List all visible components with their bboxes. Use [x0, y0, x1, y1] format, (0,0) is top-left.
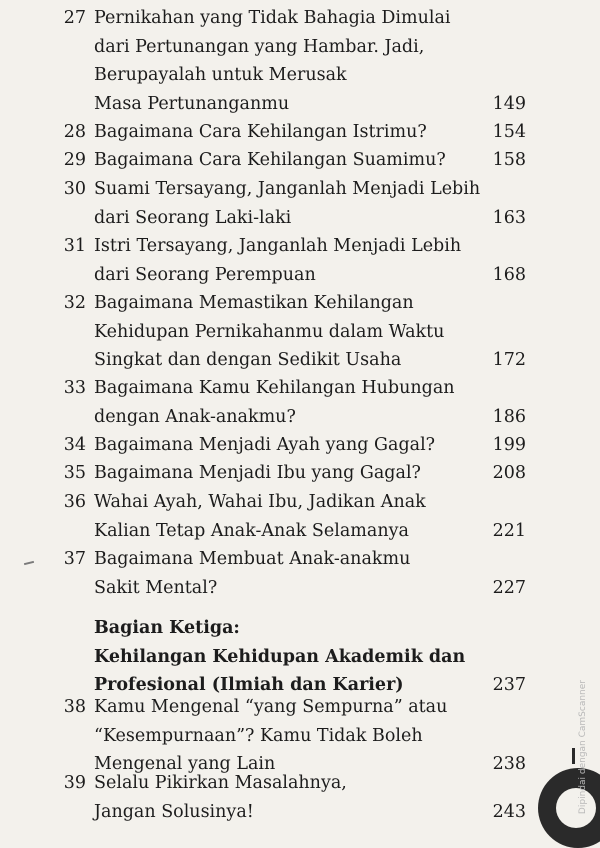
entry-title-line: Kamu Mengenal “yang Sempurna” atau	[94, 697, 448, 717]
entry-page-number: 186	[492, 406, 526, 427]
scan-smudge	[24, 561, 34, 565]
section-heading: Bagian Ketiga:	[94, 618, 240, 638]
entry-page-number: 163	[492, 207, 526, 228]
entry-title-line: Bagaimana Cara Kehilangan Suamimu?	[94, 150, 446, 170]
entry-number: 27	[63, 8, 86, 28]
entry-title-line: Berupayalah untuk Merusak	[94, 65, 347, 85]
section-page-number: 237	[492, 675, 526, 695]
entry-title-line: Bagaimana Kamu Kehilangan Hubungan	[94, 378, 455, 398]
entry-title-line: Bagaimana Menjadi Ayah yang Gagal?	[94, 435, 436, 455]
section-title-line: Profesional (Ilmiah dan Karier)	[94, 675, 404, 695]
camscanner-watermark: Dipindai dengan CamScanner	[578, 680, 588, 815]
entry-title-line: Bagaimana Cara Kehilangan Istrimu?	[94, 122, 427, 142]
entry-title-line: Istri Tersayang, Janganlah Menjadi Lebih	[94, 236, 462, 256]
entry-title-line: “Kesempurnaan”? Kamu Tidak Boleh	[94, 725, 423, 746]
entry-title-line: dari Pertunangan yang Hambar. Jadi,	[94, 36, 425, 57]
entry-number: 29	[63, 150, 86, 170]
entry-number: 31	[63, 236, 86, 256]
entry-title-line: Kehidupan Pernikahanmu dalam Waktu	[94, 321, 445, 342]
entry-number: 34	[63, 435, 86, 455]
entry-title-line: Wahai Ayah, Wahai Ibu, Jadikan Anak	[94, 492, 426, 512]
entry-number: 38	[63, 697, 86, 717]
entry-page-number: 227	[492, 577, 526, 598]
entry-title-line: Bagaimana Memastikan Kehilangan	[94, 293, 414, 313]
entry-page-number: 154	[492, 122, 526, 142]
entry-title-line: Pernikahan yang Tidak Bahagia Dimulai	[94, 8, 451, 28]
entry-number: 30	[63, 179, 86, 199]
scan-tick-mark	[572, 748, 575, 764]
entry-page-number: 199	[492, 435, 526, 455]
entry-title-line: dari Seorang Perempuan	[94, 264, 316, 285]
entry-title-line: Sakit Mental?	[94, 577, 218, 598]
scanner-logo-inner	[556, 788, 596, 828]
entry-page-number: 168	[492, 264, 526, 285]
entry-title-line: Singkat dan dengan Sedikit Usaha	[94, 350, 402, 370]
entry-number: 35	[63, 463, 86, 483]
entry-title-line: Bagaimana Menjadi Ibu yang Gagal?	[94, 463, 421, 483]
entry-title-line: dengan Anak-anakmu?	[94, 406, 296, 427]
entry-page-number: 238	[492, 754, 526, 774]
entry-title-line: Bagaimana Membuat Anak-anakmu	[94, 549, 411, 569]
entry-number: 28	[63, 122, 86, 142]
entry-title-line: Kalian Tetap Anak-Anak Selamanya	[94, 520, 409, 541]
entry-page-number: 149	[492, 93, 526, 114]
entry-number: 33	[63, 378, 86, 398]
entry-number: 32	[63, 293, 86, 313]
entry-number: 39	[63, 773, 86, 793]
entry-page-number: 221	[492, 520, 526, 541]
entry-number: 36	[63, 492, 86, 512]
entry-title-line: Selalu Pikirkan Masalahnya,	[94, 773, 347, 793]
entry-page-number: 172	[492, 350, 526, 370]
entry-title-line: Mengenal yang Lain	[94, 754, 276, 774]
entry-number: 37	[63, 549, 86, 569]
entry-title-line: Suami Tersayang, Janganlah Menjadi Lebih	[94, 179, 481, 199]
section-title-line: Kehilangan Kehidupan Akademik dan	[94, 646, 466, 667]
entry-page-number: 208	[492, 463, 526, 483]
entry-page-number: 243	[492, 801, 526, 822]
entry-title-line: Jangan Solusinya!	[94, 801, 254, 822]
entry-title-line: Masa Pertunanganmu	[94, 93, 290, 114]
entry-page-number: 158	[492, 150, 526, 170]
entry-title-line: dari Seorang Laki-laki	[94, 207, 292, 228]
